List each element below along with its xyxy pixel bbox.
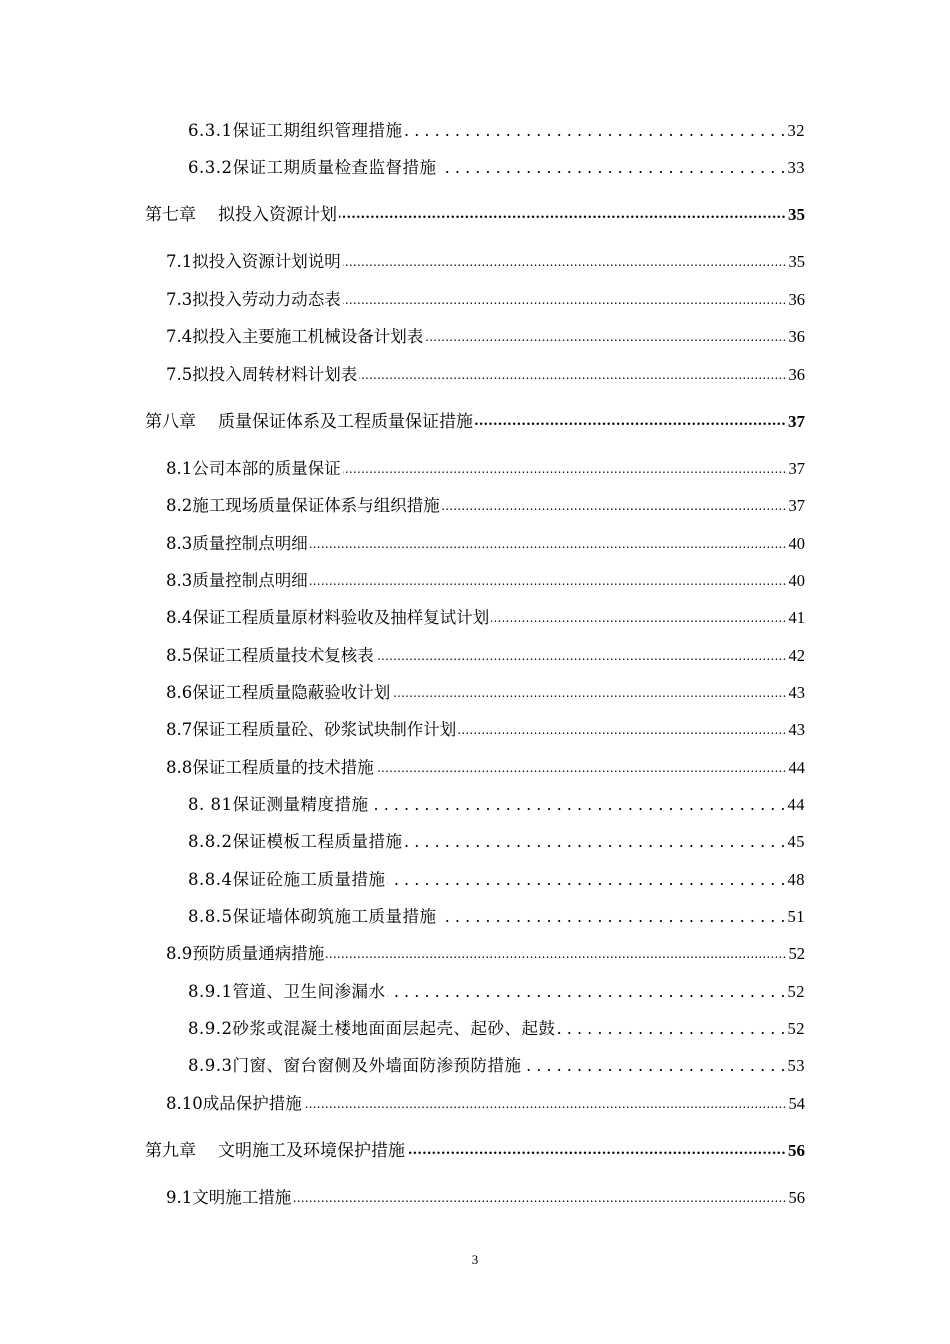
dot-leader bbox=[304, 1093, 787, 1115]
toc-entry bbox=[166, 364, 805, 386]
dot-leader bbox=[404, 120, 785, 142]
toc-page-number: 36 bbox=[788, 327, 805, 346]
toc-entry-title: 6.3.2保证工期质量检查监督措施 bbox=[188, 158, 437, 177]
toc-entry-title: 8.3质量控制点明细 bbox=[166, 534, 308, 553]
toc-entry-title: 8.9预防质量通病措施 bbox=[166, 944, 325, 963]
toc-page-number: 41 bbox=[788, 608, 805, 627]
toc-entry-title: 8.5保证工程质量技术复核表 bbox=[166, 646, 374, 665]
toc-entry-title bbox=[145, 411, 473, 433]
toc-entry bbox=[166, 682, 805, 704]
toc-page-number: 44 bbox=[788, 758, 805, 777]
dot-leader bbox=[343, 289, 787, 311]
toc-page-number: 52 bbox=[788, 944, 805, 963]
toc-page-number: 43 bbox=[788, 683, 805, 702]
dot-leader bbox=[557, 1018, 785, 1040]
dot-leader bbox=[310, 533, 787, 555]
toc-entry-title: 7.4拟投入主要施工机械设备计划表 bbox=[166, 327, 424, 346]
dot-leader bbox=[359, 364, 786, 386]
dot-leader bbox=[343, 458, 787, 480]
toc-entry bbox=[166, 495, 805, 517]
dot-leader bbox=[523, 1055, 785, 1077]
toc-entry-title: 8.4保证工程质量原材料验收及抽样复试计划 bbox=[166, 608, 490, 627]
toc-entry bbox=[166, 1187, 805, 1209]
dot-leader bbox=[376, 645, 787, 667]
toc-entry-title: 8.8.5保证墙体砌筑施工质量措施 bbox=[188, 907, 437, 926]
toc-entry bbox=[166, 326, 805, 348]
toc-page-number: 51 bbox=[787, 907, 805, 926]
dot-leader bbox=[425, 326, 786, 348]
toc-page-number: 48 bbox=[787, 870, 805, 889]
toc-page-number: 32 bbox=[787, 121, 805, 140]
toc-page-number: 56 bbox=[788, 1141, 805, 1160]
toc-entry-title: 7.1拟投入资源计划说明 bbox=[166, 252, 341, 271]
dot-leader bbox=[326, 943, 786, 965]
toc-entry-title: 8.9.2砂浆或混凝土楼地面面层起壳、起砂、起鼓 bbox=[188, 1019, 556, 1038]
toc-entry bbox=[188, 120, 805, 142]
toc-page-number: 35 bbox=[788, 252, 805, 271]
dot-leader bbox=[387, 869, 785, 891]
toc-chapter-number: 第八章 bbox=[145, 412, 196, 432]
toc-entry-title bbox=[145, 204, 337, 226]
toc-entry-title: 7.3拟投入劳动力动态表 bbox=[166, 290, 341, 309]
toc-page-number: 40 bbox=[788, 571, 805, 590]
toc-entry-title: 8.9.1管道、卫生间渗漏水 bbox=[188, 982, 386, 1001]
dot-leader bbox=[370, 794, 785, 816]
toc-page-number: 33 bbox=[787, 158, 805, 177]
dot-leader bbox=[387, 981, 785, 1003]
toc-entry bbox=[188, 794, 805, 816]
dot-leader bbox=[339, 204, 786, 226]
toc-entry bbox=[188, 1055, 805, 1077]
toc-entry-title: 8.7保证工程质量砼、砂浆试块制作计划 bbox=[166, 720, 457, 739]
toc-entry-title bbox=[145, 1140, 405, 1162]
toc-page-number: 37 bbox=[788, 496, 805, 515]
toc-entry-title: 8.8保证工程质量的技术措施 bbox=[166, 758, 374, 777]
toc-entry-title: 7.5拟投入周转材料计划表 bbox=[166, 365, 358, 384]
toc-page-number: 43 bbox=[788, 720, 805, 739]
toc-entry-title: 8. 81保证测量精度措施 bbox=[188, 795, 369, 814]
toc-page-number: 37 bbox=[788, 412, 805, 431]
toc-chapter-entry bbox=[145, 204, 805, 226]
dot-leader bbox=[442, 495, 787, 517]
toc-page-number: 56 bbox=[788, 1188, 805, 1207]
dot-leader bbox=[458, 719, 786, 741]
toc-entry bbox=[166, 289, 805, 311]
dot-leader bbox=[491, 607, 786, 629]
toc-page-number: 53 bbox=[787, 1056, 805, 1075]
toc-entry bbox=[188, 157, 805, 179]
toc-chapter-number: 第七章 bbox=[145, 205, 196, 225]
toc-entry bbox=[166, 533, 805, 555]
toc-page-number: 35 bbox=[788, 205, 805, 224]
dot-leader bbox=[438, 157, 785, 179]
toc-page-number: 36 bbox=[788, 365, 805, 384]
toc-chapter-entry bbox=[145, 411, 805, 433]
toc-page-number: 36 bbox=[788, 290, 805, 309]
dot-leader bbox=[404, 831, 785, 853]
toc-entry bbox=[166, 757, 805, 779]
toc-entry bbox=[188, 831, 805, 853]
dot-leader bbox=[407, 1140, 786, 1162]
toc-page-number: 45 bbox=[787, 832, 805, 851]
toc-page-number: 54 bbox=[788, 1094, 805, 1113]
toc-entry bbox=[166, 251, 805, 273]
toc-entry bbox=[188, 906, 805, 928]
toc-entry bbox=[166, 570, 805, 592]
toc-entry bbox=[166, 645, 805, 667]
toc-chapter-number: 第九章 bbox=[145, 1141, 196, 1161]
dot-leader bbox=[310, 570, 787, 592]
toc-entry-title: 8.8.4保证砼施工质量措施 bbox=[188, 870, 386, 889]
toc-entry bbox=[166, 943, 805, 965]
toc-entry-title: 9.1文明施工措施 bbox=[166, 1188, 292, 1207]
dot-leader bbox=[438, 906, 785, 928]
toc-chapter-title: 文明施工及环境保护措施 bbox=[218, 1141, 405, 1161]
toc-entry bbox=[166, 719, 805, 741]
dot-leader bbox=[475, 411, 786, 433]
toc-entry bbox=[188, 1018, 805, 1040]
toc-page-number: 52 bbox=[787, 1019, 805, 1038]
toc-entry-title: 8.10成品保护措施 bbox=[166, 1094, 302, 1113]
toc-entry-title: 8.8.2保证模板工程质量措施 bbox=[188, 832, 403, 851]
toc-entry-title: 8.3质量控制点明细 bbox=[166, 571, 308, 590]
toc-page-number: 44 bbox=[787, 795, 805, 814]
toc-chapter-title: 拟投入资源计划 bbox=[218, 205, 337, 225]
toc-page-number: 37 bbox=[788, 459, 805, 478]
toc-page-number: 40 bbox=[788, 534, 805, 553]
toc-chapter-entry bbox=[145, 1140, 805, 1162]
dot-leader bbox=[376, 757, 787, 779]
dot-leader bbox=[392, 682, 786, 704]
toc-entry bbox=[188, 869, 805, 891]
page-number: 3 bbox=[471, 1252, 479, 1267]
toc-entry bbox=[166, 458, 805, 480]
toc-entry-title: 6.3.1保证工期组织管理措施 bbox=[188, 121, 403, 140]
toc-entry bbox=[166, 607, 805, 629]
toc-entry-title: 8.1公司本部的质量保证 bbox=[166, 459, 341, 478]
toc-page-number: 42 bbox=[788, 646, 805, 665]
toc-entry-title: 8.2施工现场质量保证体系与组织措施 bbox=[166, 496, 440, 515]
toc-entry-title: 8.6保证工程质量隐蔽验收计划 bbox=[166, 683, 391, 702]
toc-entry-title: 8.9.3门窗、窗台窗侧及外墙面防渗预防措施 bbox=[188, 1056, 522, 1075]
toc-entry bbox=[166, 1093, 805, 1115]
toc-entry bbox=[188, 981, 805, 1003]
dot-leader bbox=[343, 251, 787, 273]
toc-chapter-title: 质量保证体系及工程质量保证措施 bbox=[218, 412, 473, 432]
toc-page-number: 52 bbox=[787, 982, 805, 1001]
dot-leader bbox=[293, 1187, 786, 1209]
